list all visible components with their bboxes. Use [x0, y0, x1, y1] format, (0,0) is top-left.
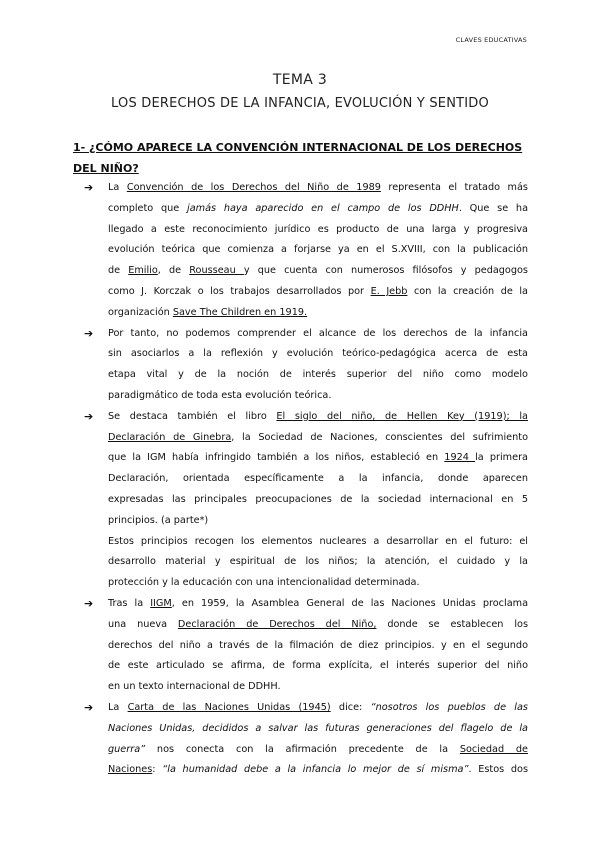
text-line: como J. Korczak o los trabajos desarrollados por E. Jebb con la creación de la: [108, 285, 528, 297]
bullet-item: [84, 178, 528, 324]
arrow-icon: ➔: [84, 181, 94, 194]
italic-phrase: “la humanidad debe a la infancia lo mejor de sí misma”: [162, 764, 469, 776]
text-line: completo que jamás haya aparecido en el campo de los DDHH. Que se ha: [108, 202, 529, 214]
underlined-term: Save The Children en 1919.: [172, 306, 308, 318]
bullet-item: [84, 324, 528, 407]
underlined-term: Declaración de Derechos del Niño,: [177, 618, 377, 630]
text-line: desarrollo material y espiritual de los niños; la atención, el cuidado y la: [108, 556, 528, 568]
text-line: protección y la educación con una intencionalidad determinada.: [108, 577, 420, 589]
text-line: de Emilio, de Rousseau y que cuenta con numerosos filósofos y pedagogos: [108, 265, 528, 277]
text-line: La Carta de las Naciones Unidas (1945) dice: “nosotros los pueblos de las: [108, 701, 528, 713]
page-subtitle: LOS DERECHOS DE LA INFANCIA, EVOLUCIÓN Y SENTIDO: [111, 96, 489, 111]
arrow-icon: ➔: [84, 409, 94, 423]
text-line: principios. (a parte*): [108, 514, 209, 526]
section-heading: [73, 137, 529, 179]
underlined-term: Naciones: [108, 764, 153, 776]
bullet-item: [84, 407, 528, 594]
italic-phrase: jamás haya aparecido en el campo de los DDHH: [187, 202, 459, 214]
underlined-term: Carta de las Naciones Unidas (1945): [127, 701, 331, 713]
underlined-term: 1924: [444, 452, 476, 464]
underlined-term: Convención de los Derechos del Niño de 1989: [126, 182, 381, 193]
underlined-term: IIGM: [150, 597, 172, 609]
text-line: etapa vital y de la noción de interés superior del niño como modelo: [108, 369, 528, 381]
text-line: guerra” nos conecta con la afirmación precedente de la Sociedad de: [108, 743, 528, 755]
section-heading-line: DEL NIÑO?: [73, 162, 139, 175]
text-line: La Convención de los Derechos del Niño de 1989 representa el tratado más: [108, 182, 528, 193]
arrow-icon: ➔: [84, 596, 94, 610]
text-line: evolución teórica que comienza a forjarse ya en el S.XVIII, con la publicación: [108, 244, 528, 256]
underlined-term: E. Jebb: [370, 285, 408, 297]
text-line: Estos principios recogen los elementos nucleares a desarrollar en el futuro: el: [108, 535, 528, 547]
text-line: de este articulado se afirma, de forma explícita, el interés superior del niño: [108, 660, 528, 672]
text-line: Naciones Unidas, decididos a salvar las futuras generaciones del flagelo de la: [108, 722, 528, 734]
text-line: Naciones: “la humanidad debe a la infancia lo mejor de sí misma”. Estos dos: [108, 764, 529, 776]
text-line: Tras la IIGM, en 1959, la Asamblea General de las Naciones Unidas proclama: [108, 597, 529, 609]
underlined-term: Emilio: [128, 265, 158, 277]
text-line: derechos del niño a través de la filmación de diez principios. y en el segundo: [108, 639, 528, 651]
text-line: una nueva Declaración de Derechos del Niño, donde se establecen los: [108, 618, 528, 630]
arrow-icon: ➔: [84, 700, 94, 714]
text-line: expresadas las principales preocupaciones de la sociedad internacional en 5: [108, 493, 528, 505]
arrow-icon: ➔: [84, 326, 94, 340]
underlined-term: El siglo del niño, de Hellen Key (1919); la: [276, 410, 528, 422]
text-line: sin asociarlos a la reflexión y evolución teórico-pedagógica acerca de esta: [108, 348, 528, 360]
text-line: organización Save The Children en 1919.: [108, 306, 308, 318]
section-heading-line: 1- ¿CÓMO APARECE LA CONVENCIÓN INTERNACIONAL DE LOS DERECHOS: [73, 141, 523, 154]
italic-phrase: guerra”: [108, 743, 146, 755]
underlined-term: Sociedad de: [459, 743, 528, 755]
text-line: Declaración de Ginebra, la Sociedad de Naciones, conscientes del sufrimiento: [108, 431, 529, 443]
text-line: en un texto internacional de DDHH.: [108, 681, 281, 693]
italic-phrase: “nosotros los pueblos de las: [370, 701, 528, 713]
bullet-item: [84, 698, 528, 781]
text-line: Declaración, orientada específicamente a la infancia, donde aparecen: [108, 473, 528, 485]
page-title: TEMA 3: [272, 72, 328, 88]
underlined-term: Declaración de Ginebra: [108, 431, 232, 443]
bullet-item: [84, 594, 528, 698]
text-line: paradigmático de toda esta evolución teórica.: [108, 389, 332, 401]
header-tag: CLAVES EDUCATIVAS: [455, 36, 527, 44]
text-line: que la IGM había infringido también a los niños, estableció en 1924 la primera: [108, 452, 528, 464]
bullet-list: [84, 178, 528, 781]
text-line: Se destaca también el libro El siglo del niño, de Hellen Key (1919); la: [108, 410, 528, 422]
text-line: Por tanto, no podemos comprender el alcance de los derechos de la infancia: [108, 327, 528, 339]
underlined-term: Rousseau: [189, 265, 244, 277]
text-line: llegado a este reconocimiento jurídico es producto de una larga y progresiva: [108, 223, 528, 235]
